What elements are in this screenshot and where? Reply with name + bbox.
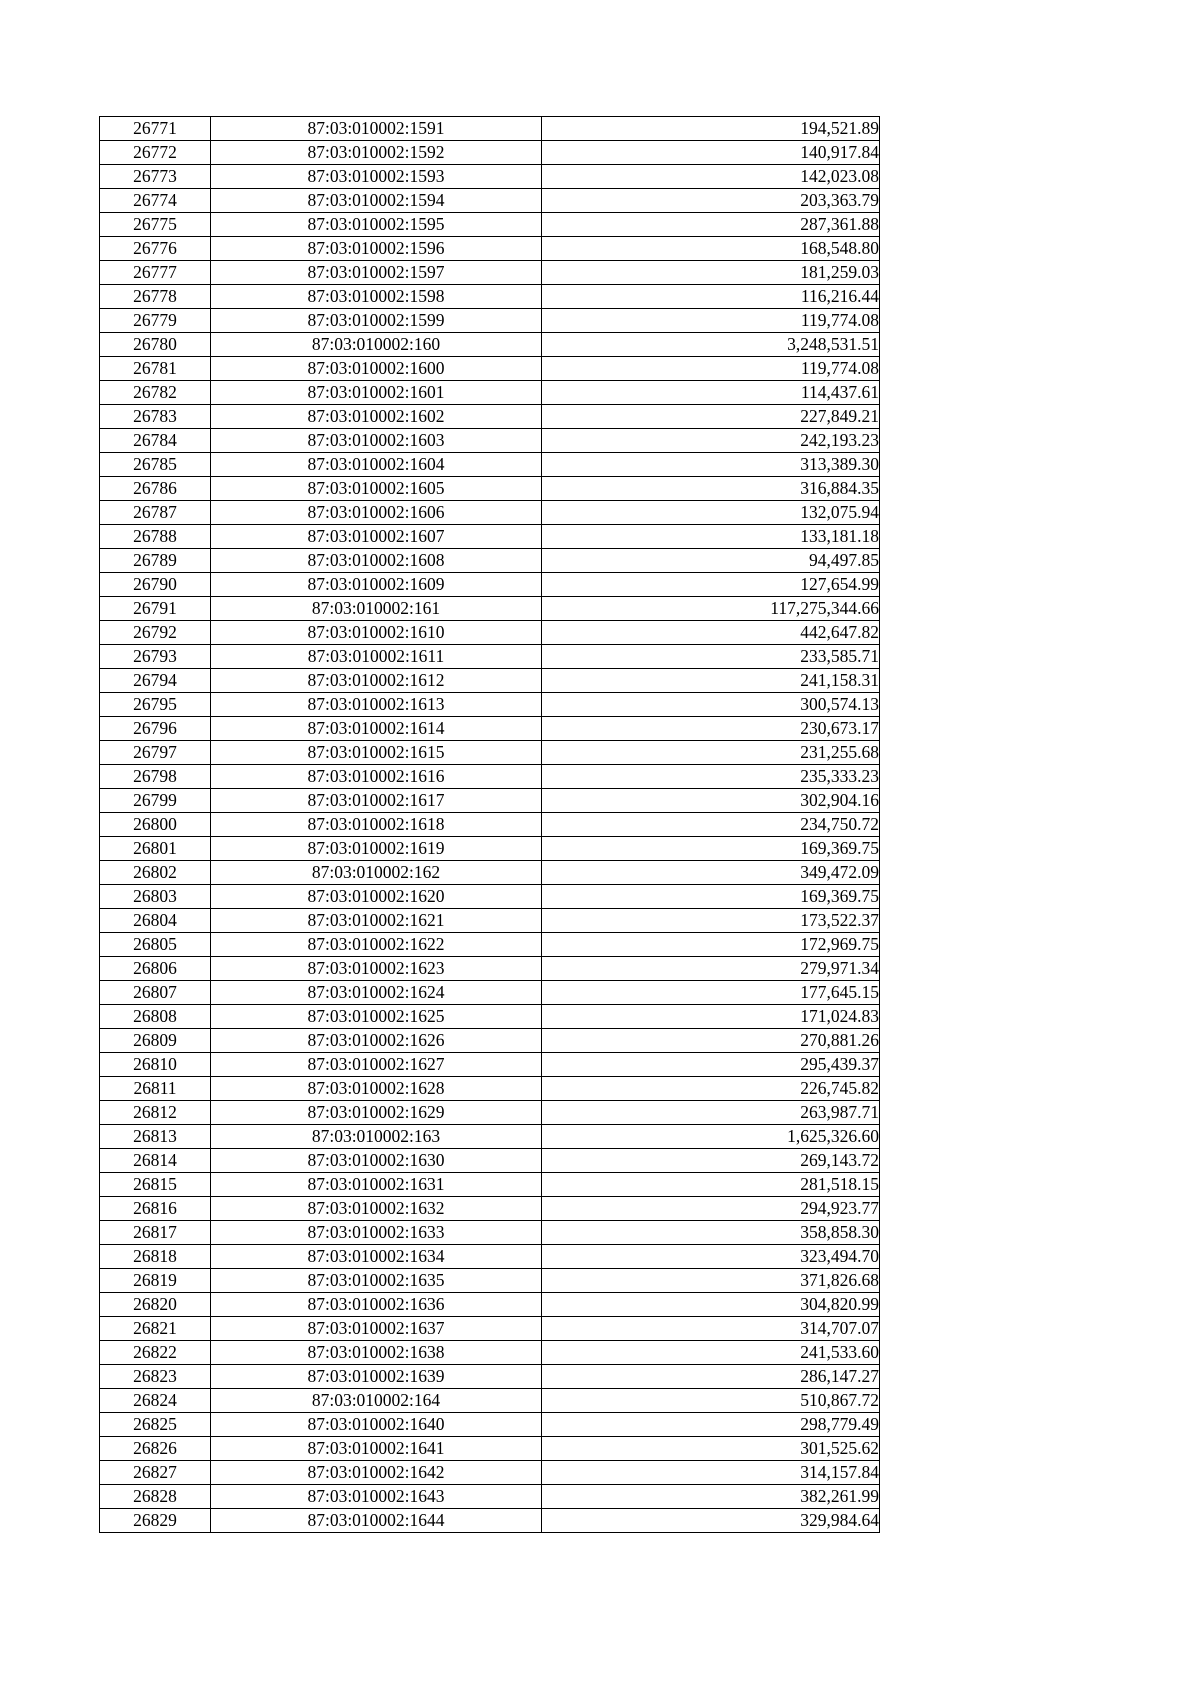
cadastral-number-cell: 87:03:010002:1598 xyxy=(211,285,542,309)
cadastral-number-cell: 87:03:010002:1616 xyxy=(211,765,542,789)
cadastral-value-cell: 371,826.68 xyxy=(542,1269,880,1293)
table-row xyxy=(100,741,880,765)
table-row xyxy=(100,645,880,669)
table-row xyxy=(100,285,880,309)
row-number-cell: 26823 xyxy=(100,1365,211,1389)
cadastral-value-cell: 227,849.21 xyxy=(542,405,880,429)
table-row xyxy=(100,261,880,285)
row-number-cell: 26777 xyxy=(100,261,211,285)
cadastral-value-cell: 442,647.82 xyxy=(542,621,880,645)
cadastral-number-cell: 87:03:010002:1635 xyxy=(211,1269,542,1293)
table-row xyxy=(100,789,880,813)
cadastral-value-cell: 270,881.26 xyxy=(542,1029,880,1053)
cadastral-value-cell: 358,858.30 xyxy=(542,1221,880,1245)
row-number-cell: 26790 xyxy=(100,573,211,597)
cadastral-value-cell: 349,472.09 xyxy=(542,861,880,885)
cadastral-number-cell: 87:03:010002:1613 xyxy=(211,693,542,717)
table-row xyxy=(100,669,880,693)
table-row xyxy=(100,1197,880,1221)
row-number-cell: 26803 xyxy=(100,885,211,909)
table-row xyxy=(100,717,880,741)
table-row xyxy=(100,1101,880,1125)
cadastral-number-cell: 87:03:010002:1609 xyxy=(211,573,542,597)
cadastral-number-cell: 87:03:010002:1630 xyxy=(211,1149,542,1173)
cadastral-number-cell: 87:03:010002:1642 xyxy=(211,1461,542,1485)
row-number-cell: 26785 xyxy=(100,453,211,477)
table-row xyxy=(100,837,880,861)
table-row xyxy=(100,1173,880,1197)
table-row xyxy=(100,597,880,621)
row-number-cell: 26820 xyxy=(100,1293,211,1317)
cadastral-number-cell: 87:03:010002:1631 xyxy=(211,1173,542,1197)
row-number-cell: 26812 xyxy=(100,1101,211,1125)
cadastral-value-cell: 172,969.75 xyxy=(542,933,880,957)
row-number-cell: 26798 xyxy=(100,765,211,789)
cadastral-number-cell: 87:03:010002:1605 xyxy=(211,477,542,501)
table-row xyxy=(100,885,880,909)
cadastral-number-cell: 87:03:010002:1601 xyxy=(211,381,542,405)
row-number-cell: 26772 xyxy=(100,141,211,165)
table-row xyxy=(100,573,880,597)
cadastral-value-cell: 177,645.15 xyxy=(542,981,880,1005)
cadastral-value-cell: 235,333.23 xyxy=(542,765,880,789)
table-row xyxy=(100,1053,880,1077)
cadastral-value-cell: 382,261.99 xyxy=(542,1485,880,1509)
cadastral-number-cell: 87:03:010002:1596 xyxy=(211,237,542,261)
cadastral-number-cell: 87:03:010002:1626 xyxy=(211,1029,542,1053)
row-number-cell: 26802 xyxy=(100,861,211,885)
row-number-cell: 26796 xyxy=(100,717,211,741)
cadastral-number-cell: 87:03:010002:1643 xyxy=(211,1485,542,1509)
row-number-cell: 26789 xyxy=(100,549,211,573)
cadastral-number-cell: 87:03:010002:1599 xyxy=(211,309,542,333)
row-number-cell: 26780 xyxy=(100,333,211,357)
cadastral-number-cell: 87:03:010002:1644 xyxy=(211,1509,542,1533)
table-body xyxy=(100,117,880,1533)
cadastral-value-cell: 234,750.72 xyxy=(542,813,880,837)
table-row xyxy=(100,357,880,381)
row-number-cell: 26817 xyxy=(100,1221,211,1245)
table-row xyxy=(100,1317,880,1341)
cadastral-number-cell: 87:03:010002:160 xyxy=(211,333,542,357)
table-row xyxy=(100,189,880,213)
cadastral-value-cell: 263,987.71 xyxy=(542,1101,880,1125)
cadastral-number-cell: 87:03:010002:1591 xyxy=(211,117,542,141)
cadastral-value-cell: 286,147.27 xyxy=(542,1365,880,1389)
table-row xyxy=(100,765,880,789)
cadastral-value-cell: 298,779.49 xyxy=(542,1413,880,1437)
cadastral-number-cell: 87:03:010002:163 xyxy=(211,1125,542,1149)
cadastral-number-cell: 87:03:010002:1615 xyxy=(211,741,542,765)
row-number-cell: 26775 xyxy=(100,213,211,237)
row-number-cell: 26779 xyxy=(100,309,211,333)
table-row xyxy=(100,501,880,525)
table-row xyxy=(100,165,880,189)
table-row xyxy=(100,333,880,357)
cadastral-number-cell: 87:03:010002:1629 xyxy=(211,1101,542,1125)
table-row xyxy=(100,957,880,981)
table-row xyxy=(100,1005,880,1029)
table-row xyxy=(100,1245,880,1269)
cadastral-number-cell: 87:03:010002:164 xyxy=(211,1389,542,1413)
cadastral-value-cell: 173,522.37 xyxy=(542,909,880,933)
row-number-cell: 26814 xyxy=(100,1149,211,1173)
cadastral-value-cell: 168,548.80 xyxy=(542,237,880,261)
row-number-cell: 26805 xyxy=(100,933,211,957)
table-row xyxy=(100,477,880,501)
cadastral-value-cell: 226,745.82 xyxy=(542,1077,880,1101)
row-number-cell: 26776 xyxy=(100,237,211,261)
cadastral-value-cell: 295,439.37 xyxy=(542,1053,880,1077)
cadastral-value-cell: 114,437.61 xyxy=(542,381,880,405)
cadastral-number-cell: 87:03:010002:1606 xyxy=(211,501,542,525)
cadastral-number-cell: 87:03:010002:1603 xyxy=(211,429,542,453)
cadastral-value-cell: 3,248,531.51 xyxy=(542,333,880,357)
table-row xyxy=(100,1149,880,1173)
cadastral-value-cell: 116,216.44 xyxy=(542,285,880,309)
cadastral-number-cell: 87:03:010002:1614 xyxy=(211,717,542,741)
table-row xyxy=(100,1365,880,1389)
cadastral-number-cell: 87:03:010002:1604 xyxy=(211,453,542,477)
table-row xyxy=(100,405,880,429)
row-number-cell: 26825 xyxy=(100,1413,211,1437)
cadastral-value-cell: 181,259.03 xyxy=(542,261,880,285)
cadastral-value-cell: 314,157.84 xyxy=(542,1461,880,1485)
row-number-cell: 26793 xyxy=(100,645,211,669)
cadastral-value-cell: 314,707.07 xyxy=(542,1317,880,1341)
cadastral-value-cell: 127,654.99 xyxy=(542,573,880,597)
cadastral-number-cell: 87:03:010002:1639 xyxy=(211,1365,542,1389)
table-row xyxy=(100,1029,880,1053)
cadastral-value-cell: 119,774.08 xyxy=(542,309,880,333)
row-number-cell: 26827 xyxy=(100,1461,211,1485)
cadastral-number-cell: 87:03:010002:162 xyxy=(211,861,542,885)
cadastral-number-cell: 87:03:010002:1618 xyxy=(211,813,542,837)
row-number-cell: 26808 xyxy=(100,1005,211,1029)
row-number-cell: 26807 xyxy=(100,981,211,1005)
cadastral-value-cell: 117,275,344.66 xyxy=(542,597,880,621)
cadastral-number-cell: 87:03:010002:1627 xyxy=(211,1053,542,1077)
table-row xyxy=(100,117,880,141)
cadastral-value-cell: 132,075.94 xyxy=(542,501,880,525)
row-number-cell: 26819 xyxy=(100,1269,211,1293)
cadastral-value-cell: 281,518.15 xyxy=(542,1173,880,1197)
table-row xyxy=(100,1461,880,1485)
cadastral-value-cell: 140,917.84 xyxy=(542,141,880,165)
cadastral-number-cell: 87:03:010002:1617 xyxy=(211,789,542,813)
row-number-cell: 26788 xyxy=(100,525,211,549)
table-row xyxy=(100,141,880,165)
cadastral-number-cell: 87:03:010002:1619 xyxy=(211,837,542,861)
cadastral-number-cell: 87:03:010002:1602 xyxy=(211,405,542,429)
cadastral-value-cell: 323,494.70 xyxy=(542,1245,880,1269)
row-number-cell: 26774 xyxy=(100,189,211,213)
cadastral-value-cell: 316,884.35 xyxy=(542,477,880,501)
cadastral-number-cell: 87:03:010002:1634 xyxy=(211,1245,542,1269)
cadastral-number-cell: 87:03:010002:1632 xyxy=(211,1197,542,1221)
row-number-cell: 26818 xyxy=(100,1245,211,1269)
table-row xyxy=(100,861,880,885)
cadastral-number-cell: 87:03:010002:1638 xyxy=(211,1341,542,1365)
table-row xyxy=(100,1341,880,1365)
cadastral-value-cell: 231,255.68 xyxy=(542,741,880,765)
table-row xyxy=(100,453,880,477)
table-row xyxy=(100,1413,880,1437)
cadastral-number-cell: 87:03:010002:1625 xyxy=(211,1005,542,1029)
cadastral-number-cell: 87:03:010002:1636 xyxy=(211,1293,542,1317)
table-row xyxy=(100,309,880,333)
row-number-cell: 26811 xyxy=(100,1077,211,1101)
cadastral-value-cell: 302,904.16 xyxy=(542,789,880,813)
cadastral-number-cell: 87:03:010002:1622 xyxy=(211,933,542,957)
row-number-cell: 26816 xyxy=(100,1197,211,1221)
cadastral-value-cell: 194,521.89 xyxy=(542,117,880,141)
cadastral-number-cell: 87:03:010002:1621 xyxy=(211,909,542,933)
cadastral-value-cell: 169,369.75 xyxy=(542,837,880,861)
cadastral-number-cell: 87:03:010002:1633 xyxy=(211,1221,542,1245)
row-number-cell: 26801 xyxy=(100,837,211,861)
cadastral-number-cell: 87:03:010002:1593 xyxy=(211,165,542,189)
row-number-cell: 26822 xyxy=(100,1341,211,1365)
cadastral-value-table xyxy=(99,116,880,1533)
cadastral-number-cell: 87:03:010002:1637 xyxy=(211,1317,542,1341)
cadastral-value-cell: 241,533.60 xyxy=(542,1341,880,1365)
cadastral-value-cell: 287,361.88 xyxy=(542,213,880,237)
row-number-cell: 26821 xyxy=(100,1317,211,1341)
row-number-cell: 26792 xyxy=(100,621,211,645)
cadastral-number-cell: 87:03:010002:1620 xyxy=(211,885,542,909)
cadastral-value-cell: 313,389.30 xyxy=(542,453,880,477)
table-row xyxy=(100,549,880,573)
table-row xyxy=(100,525,880,549)
cadastral-value-cell: 329,984.64 xyxy=(542,1509,880,1533)
cadastral-number-cell: 87:03:010002:1594 xyxy=(211,189,542,213)
cadastral-number-cell: 87:03:010002:1612 xyxy=(211,669,542,693)
table-row xyxy=(100,1221,880,1245)
row-number-cell: 26815 xyxy=(100,1173,211,1197)
cadastral-value-cell: 242,193.23 xyxy=(542,429,880,453)
table-row xyxy=(100,813,880,837)
cadastral-value-cell: 304,820.99 xyxy=(542,1293,880,1317)
row-number-cell: 26791 xyxy=(100,597,211,621)
cadastral-number-cell: 87:03:010002:1597 xyxy=(211,261,542,285)
row-number-cell: 26800 xyxy=(100,813,211,837)
cadastral-value-cell: 230,673.17 xyxy=(542,717,880,741)
cadastral-value-cell: 300,574.13 xyxy=(542,693,880,717)
cadastral-number-cell: 87:03:010002:1611 xyxy=(211,645,542,669)
row-number-cell: 26806 xyxy=(100,957,211,981)
cadastral-number-cell: 87:03:010002:1592 xyxy=(211,141,542,165)
row-number-cell: 26771 xyxy=(100,117,211,141)
table-row xyxy=(100,933,880,957)
cadastral-value-cell: 203,363.79 xyxy=(542,189,880,213)
row-number-cell: 26781 xyxy=(100,357,211,381)
cadastral-value-cell: 94,497.85 xyxy=(542,549,880,573)
table-row xyxy=(100,381,880,405)
cadastral-value-cell: 171,024.83 xyxy=(542,1005,880,1029)
row-number-cell: 26797 xyxy=(100,741,211,765)
row-number-cell: 26795 xyxy=(100,693,211,717)
row-number-cell: 26794 xyxy=(100,669,211,693)
table-row xyxy=(100,693,880,717)
cadastral-value-cell: 133,181.18 xyxy=(542,525,880,549)
cadastral-number-cell: 87:03:010002:1640 xyxy=(211,1413,542,1437)
cadastral-value-cell: 294,923.77 xyxy=(542,1197,880,1221)
table-row xyxy=(100,1437,880,1461)
row-number-cell: 26783 xyxy=(100,405,211,429)
row-number-cell: 26799 xyxy=(100,789,211,813)
row-number-cell: 26824 xyxy=(100,1389,211,1413)
row-number-cell: 26826 xyxy=(100,1437,211,1461)
row-number-cell: 26804 xyxy=(100,909,211,933)
table-row xyxy=(100,1269,880,1293)
table-row xyxy=(100,1125,880,1149)
cadastral-value-cell: 1,625,326.60 xyxy=(542,1125,880,1149)
cadastral-value-cell: 301,525.62 xyxy=(542,1437,880,1461)
table-row xyxy=(100,909,880,933)
row-number-cell: 26786 xyxy=(100,477,211,501)
row-number-cell: 26782 xyxy=(100,381,211,405)
cadastral-value-cell: 233,585.71 xyxy=(542,645,880,669)
table-row xyxy=(100,1389,880,1413)
cadastral-number-cell: 87:03:010002:1624 xyxy=(211,981,542,1005)
row-number-cell: 26787 xyxy=(100,501,211,525)
cadastral-number-cell: 87:03:010002:1607 xyxy=(211,525,542,549)
cadastral-value-cell: 169,369.75 xyxy=(542,885,880,909)
table-row xyxy=(100,429,880,453)
cadastral-value-cell: 119,774.08 xyxy=(542,357,880,381)
table-row xyxy=(100,1077,880,1101)
row-number-cell: 26829 xyxy=(100,1509,211,1533)
row-number-cell: 26813 xyxy=(100,1125,211,1149)
cadastral-number-cell: 87:03:010002:1641 xyxy=(211,1437,542,1461)
cadastral-value-cell: 510,867.72 xyxy=(542,1389,880,1413)
row-number-cell: 26784 xyxy=(100,429,211,453)
row-number-cell: 26809 xyxy=(100,1029,211,1053)
table-row xyxy=(100,213,880,237)
row-number-cell: 26778 xyxy=(100,285,211,309)
cadastral-number-cell: 87:03:010002:1595 xyxy=(211,213,542,237)
row-number-cell: 26810 xyxy=(100,1053,211,1077)
row-number-cell: 26828 xyxy=(100,1485,211,1509)
cadastral-number-cell: 87:03:010002:1610 xyxy=(211,621,542,645)
cadastral-number-cell: 87:03:010002:1623 xyxy=(211,957,542,981)
table-row xyxy=(100,621,880,645)
table-row xyxy=(100,1293,880,1317)
table-row xyxy=(100,1485,880,1509)
table-row xyxy=(100,1509,880,1533)
cadastral-number-cell: 87:03:010002:161 xyxy=(211,597,542,621)
cadastral-number-cell: 87:03:010002:1600 xyxy=(211,357,542,381)
row-number-cell: 26773 xyxy=(100,165,211,189)
cadastral-number-cell: 87:03:010002:1608 xyxy=(211,549,542,573)
cadastral-value-cell: 241,158.31 xyxy=(542,669,880,693)
cadastral-value-cell: 142,023.08 xyxy=(542,165,880,189)
cadastral-number-cell: 87:03:010002:1628 xyxy=(211,1077,542,1101)
cadastral-value-cell: 279,971.34 xyxy=(542,957,880,981)
table-row xyxy=(100,237,880,261)
table-row xyxy=(100,981,880,1005)
cadastral-value-cell: 269,143.72 xyxy=(542,1149,880,1173)
